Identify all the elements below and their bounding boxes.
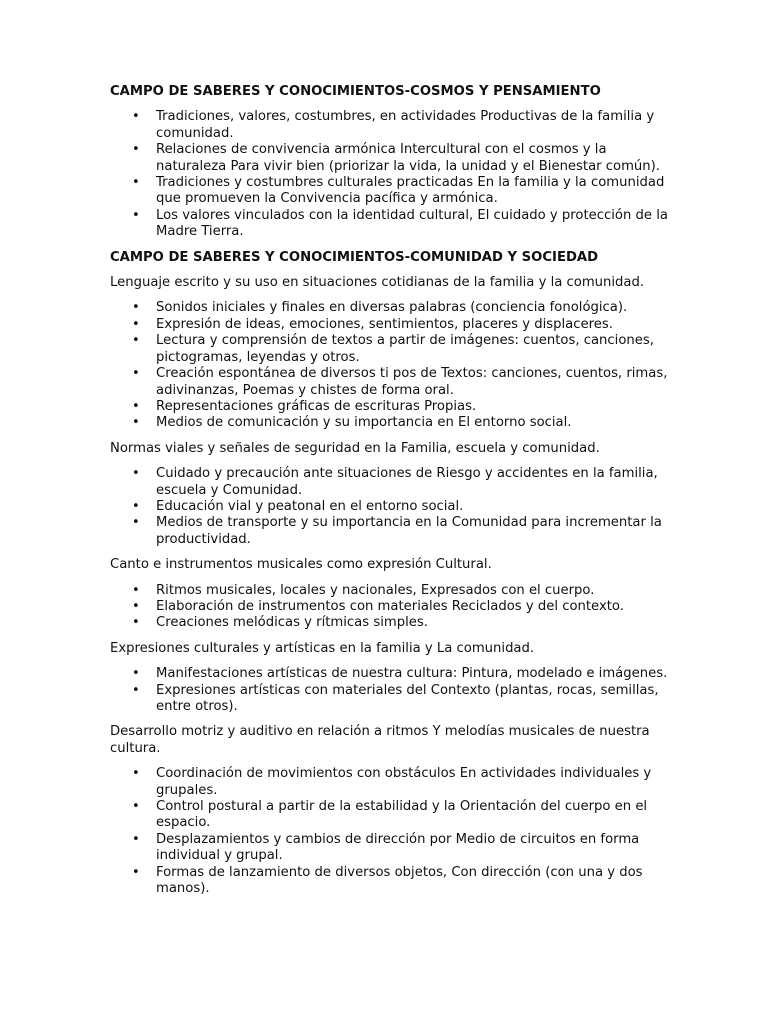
topic-title: Expresiones culturales y artísticas en la familia y La comunidad. bbox=[110, 640, 535, 656]
bullet-icon: • bbox=[132, 316, 140, 332]
bullet-icon: • bbox=[132, 300, 140, 316]
section-heading-comunidad: CAMPO DE SABERES Y CONOCIMIENTOS-COMUNIDAD Y SOCIEDAD bbox=[110, 249, 599, 265]
list-item: • Formas de lanzamiento de diversos objetos, Con dirección (con una y dos manos). bbox=[132, 864, 643, 897]
list-item: • Lectura y comprensión de textos a partir de imágenes: cuentos, canciones, pictogramas, leyendas y otros. bbox=[132, 333, 654, 365]
bullet-list-expresiones bbox=[110, 666, 670, 715]
bullet-icon: • bbox=[132, 766, 140, 782]
bullet-icon: • bbox=[132, 582, 140, 598]
bullet-list-cosmos bbox=[110, 109, 670, 240]
bullet-icon: • bbox=[132, 666, 140, 682]
topic-title: Lenguaje escrito y su uso en situaciones cotidianas de la familia y la comunidad. bbox=[110, 275, 645, 291]
bullet-icon: • bbox=[132, 515, 140, 531]
bullet-icon: • bbox=[132, 109, 140, 125]
bullet-icon: • bbox=[132, 598, 140, 614]
bullet-icon: • bbox=[132, 207, 140, 223]
bullet-icon: • bbox=[132, 831, 140, 847]
topic-title: Desarrollo motriz y auditivo en relación a ritmos Y melodías musicales de nuestra cultura. bbox=[110, 724, 650, 756]
bullet-list-normas bbox=[110, 466, 670, 548]
bullet-list-canto bbox=[110, 583, 670, 632]
document-page bbox=[110, 84, 670, 906]
topic-title: Canto e instrumentos musicales como expresión Cultural. bbox=[110, 557, 492, 573]
bullet-icon: • bbox=[132, 415, 140, 431]
list-item: • Coordinación de movimientos con obstáculos En actividades individuales y grupales. bbox=[132, 766, 652, 798]
bullet-list-lenguaje bbox=[110, 300, 670, 431]
bullet-icon: • bbox=[132, 682, 140, 698]
list-item: • Relaciones de convivencia armónica Intercultural con el cosmos y la naturaleza Para vivir bien (priorizar la vida, la unidad y el Bienestar común). bbox=[132, 142, 660, 174]
list-item: • Creaciones melódicas y rítmicas simples. bbox=[132, 615, 428, 631]
list-item: • Sonidos iniciales y finales en diversas palabras (conciencia fonológica). bbox=[132, 300, 628, 316]
list-item: • Medios de transporte y su importancia en la Comunidad para incrementar la productividad. bbox=[132, 515, 662, 547]
list-item: • Elaboración de instrumentos con materiales Reciclados y del contexto. bbox=[132, 598, 624, 614]
list-item: • Ritmos musicales, locales y nacionales, Expresados con el cuerpo. bbox=[132, 582, 595, 598]
bullet-icon: • bbox=[132, 864, 140, 880]
topic-title: Normas viales y señales de seguridad en la Familia, escuela y comunidad. bbox=[110, 440, 600, 456]
list-item: • Creación espontánea de diversos ti pos de Textos: canciones, cuentos, rimas, adivinanzas, Poemas y chistes de forma oral. bbox=[132, 366, 668, 398]
list-item: • Representaciones gráficas de escrituras Propias. bbox=[132, 398, 477, 414]
bullet-icon: • bbox=[132, 142, 140, 158]
list-item: • Cuidado y precaución ante situaciones de Riesgo y accidentes en la familia, escuela y Comunidad. bbox=[132, 466, 658, 498]
list-item: • Desplazamientos y cambios de dirección por Medio de circuitos en forma individual y grupal. bbox=[132, 831, 640, 864]
list-item: • Expresiones artísticas con materiales del Contexto (plantas, rocas, semillas, entre otros). bbox=[132, 682, 659, 714]
bullet-icon: • bbox=[132, 615, 140, 631]
bullet-icon: • bbox=[132, 799, 140, 815]
list-item: • Tradiciones y costumbres culturales practicadas En la familia y la comunidad que promueven la Convivencia pacífica y armónica. bbox=[132, 175, 665, 207]
bullet-icon: • bbox=[132, 366, 140, 382]
list-item: • Manifestaciones artísticas de nuestra cultura: Pintura, modelado e imágenes. bbox=[132, 666, 668, 682]
bullet-icon: • bbox=[132, 466, 140, 482]
bullet-icon: • bbox=[132, 498, 140, 514]
list-item: • Los valores vinculados con la identidad cultural, El cuidado y protección de la Madre Tierra. bbox=[132, 207, 668, 240]
bullet-icon: • bbox=[132, 333, 140, 349]
list-item: • Control postural a partir de la estabilidad y la Orientación del cuerpo en el espacio. bbox=[132, 799, 648, 831]
list-item: • Expresión de ideas, emociones, sentimientos, placeres y displaceres. bbox=[132, 316, 613, 332]
bullet-icon: • bbox=[132, 398, 140, 414]
list-item: • Medios de comunicación y su importancia en El entorno social. bbox=[132, 415, 572, 431]
bullet-list-desarrollo bbox=[110, 766, 670, 897]
bullet-icon: • bbox=[132, 175, 140, 191]
list-item: • Educación vial y peatonal en el entorno social. bbox=[132, 498, 464, 514]
section-heading-cosmos: CAMPO DE SABERES Y CONOCIMIENTOS-COSMOS Y PENSAMIENTO bbox=[110, 84, 601, 99]
list-item: • Tradiciones, valores, costumbres, en actividades Productivas de la familia y comunidad. bbox=[132, 109, 655, 141]
